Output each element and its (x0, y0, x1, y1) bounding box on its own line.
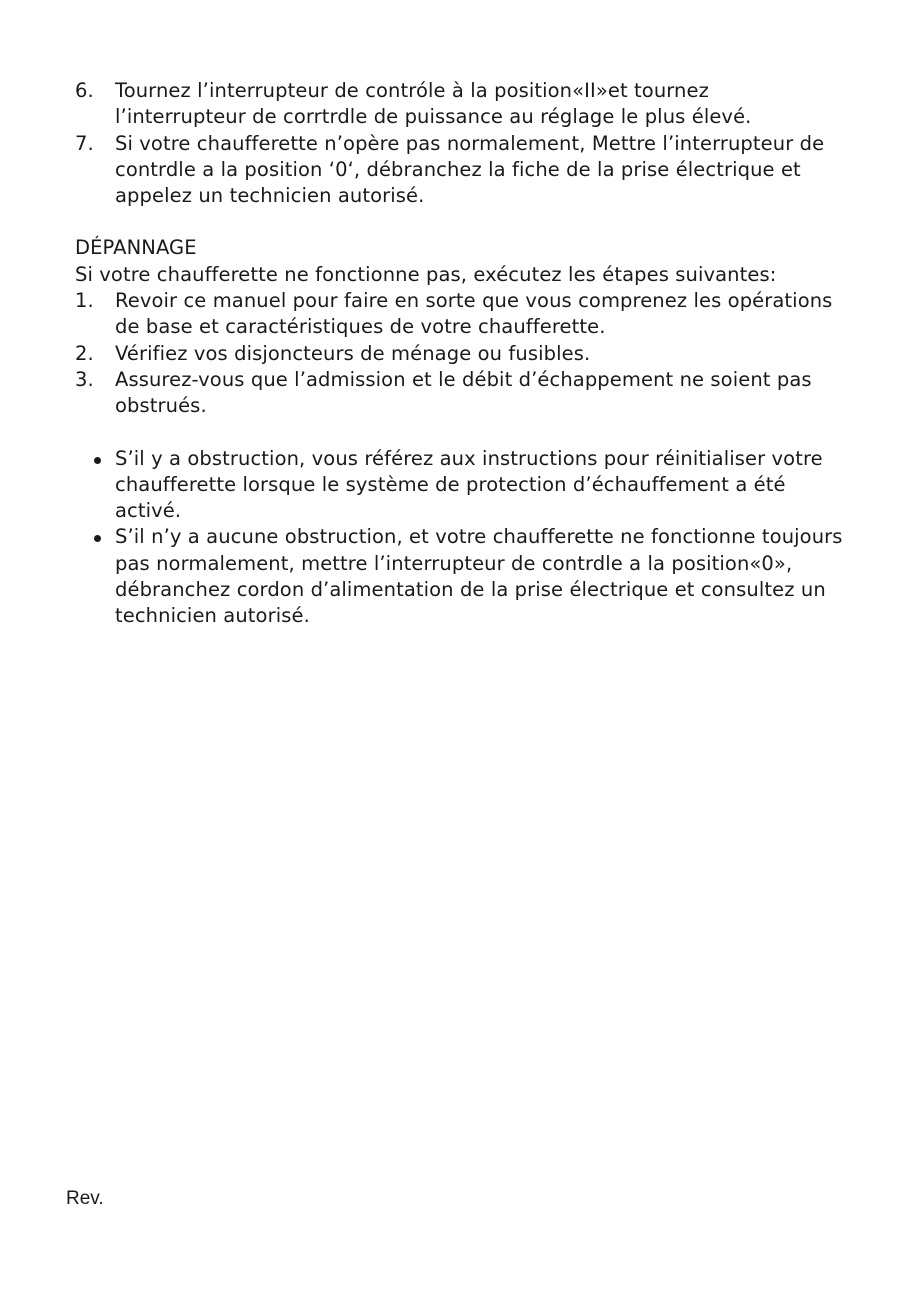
section-heading: DÉPANNAGE (75, 236, 197, 260)
list-item (75, 288, 845, 341)
bullet-icon (94, 457, 101, 464)
revision-label: Rev. (66, 1188, 104, 1209)
spacer (75, 209, 845, 235)
page-content (75, 78, 845, 630)
continued-steps-list (75, 78, 845, 209)
step-text: Vérifiez vos disjoncteurs de ménage ou fusibles. (115, 341, 591, 365)
step-number: 7. (75, 131, 94, 155)
bullet-text: S’il y a obstruction, vous référez aux instructions pour réinitialiser votre chaufferette lorsque le système de protection d’échauffement a été activé. (115, 446, 823, 523)
troubleshooting-bullets-list (75, 446, 845, 630)
list-item (75, 524, 845, 629)
section-intro: Si votre chaufferette ne fonctionne pas, exécutez les étapes suivantes: (75, 262, 777, 286)
troubleshooting-steps-list (75, 288, 845, 419)
step-text: Assurez-vous que l’admission et le débit d’échappement ne soient pas obstrués. (115, 367, 812, 418)
step-number: 1. (75, 289, 94, 313)
step-text: Revoir ce manuel pour faire en sorte que vous comprenez les opérations de base et caractéristiques de votre chaufferette. (115, 289, 833, 339)
step-number: 2. (75, 341, 94, 365)
step-number: 3. (75, 367, 94, 391)
list-item (75, 446, 845, 525)
bullet-icon (94, 535, 101, 542)
step-number: 6. (75, 79, 94, 102)
list-item (75, 341, 845, 367)
bullet-text: S’il n’y a aucune obstruction, et votre chaufferette ne fonctionne toujours pas normalement, mettre l’interrupteur de contrdle a la position«0», débranchez cordon d’alimentation de la prise électrique et consultez un technicien autorisé. (115, 525, 843, 628)
step-text: Si votre chaufferette n’opère pas normalement, Mettre l’interrupteur de contrdle a la position ‘0‘, débranchez la fiche de la prise électrique et appelez un technicien autorisé. (115, 131, 825, 208)
list-item (75, 78, 845, 131)
step-text: Tournez l’interrupteur de contróle à la position«II»et tournez l’interrupteur de corrtrdle de puissance au réglage le plus élevé. (115, 79, 752, 129)
spacer (75, 420, 845, 446)
list-item (75, 131, 845, 210)
list-item (75, 367, 845, 420)
